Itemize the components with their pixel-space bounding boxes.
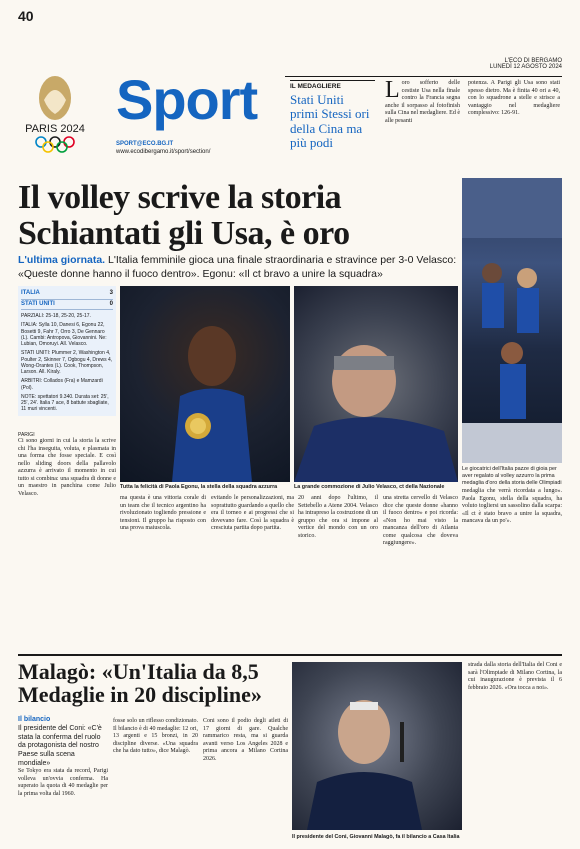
malago-col2: fosse solo un riflesso condizionato. Il bilancio è di 40 medaglie: 12 ori, 13 argenti e 15 bronzi, in 20 discipline diverse. «Una squadra che ha dato tutto», dice Malagò. xyxy=(113,718,198,754)
team1-name: ITALIA xyxy=(21,290,40,296)
team1-score: 3 xyxy=(109,290,113,296)
main-article-col5: una stretta cervello di Velasco dice che queste donne «hanno il fuoco dentro» e poi ricorda: «Non ho mai visto la mancanza dell'oro di Atlanta come qualcosa che doveva raggiungere». xyxy=(383,495,458,546)
egonu-caption: Tutta la felicità di Paola Egonu, la stella della squadra azzurra xyxy=(120,484,278,490)
sub-headline xyxy=(18,254,458,281)
team2-name: STATI UNITI xyxy=(21,300,55,307)
sub-kicker: L'ultima giornata. xyxy=(18,254,106,266)
headline-line1: Il volley scrive la storia xyxy=(18,179,342,216)
malago-kicker xyxy=(18,716,108,769)
score-row-italia xyxy=(21,289,113,300)
main-article-col2: ma questa è una vittoria corale di un team che il tecnico argentino ha rivoluzionato togliendo pressione e tensioni. Il gruppo ha risposto con una prova maiuscola. xyxy=(120,495,206,531)
medals-article-col2: potenza. A Parigi gli Usa sono stati spesso dietro. Ma è finita 40 ori a 40, con lo squadrone a stelle e strisce a vantaggio nel medagliere complessivo: 126-91. xyxy=(468,80,560,116)
section-title: Sport xyxy=(116,68,258,131)
contact-url[interactable]: www.ecodibergamo.it/sport/section/ xyxy=(116,149,211,156)
games-label-text: PARIS 2024 xyxy=(25,123,85,135)
malago-col3: Coni sono il podio degli atleti di 17 giorni di gare. Qualche rammarico resta, ma si guarda avanti verso Los Angeles 2028 e prima ancora a Milano Cortina 2026. xyxy=(203,718,288,762)
match-notes: NOTE: spettatori 9.340. Durata set: 25', 25', 24'. Italia 7 ace, 8 battute sbagliate, 11 muri vincenti. xyxy=(21,393,109,413)
egonu-photo xyxy=(120,286,290,482)
medals-article-col1 xyxy=(385,77,460,125)
malago-kicker-label: Il bilancio xyxy=(18,716,51,723)
medals-box xyxy=(290,80,375,150)
malago-col4: strada dalla storia dell'Italia del Coni e sarà l'Olimpiade di Milano Cortina, la cui inaugurazione è prevista il 6 febbraio 2026. «Ora tocca a noi». xyxy=(468,662,562,691)
referees: ARBITRI: Collados (Fra) e Mamzardi (Pol). xyxy=(21,378,103,391)
main-article-col1 xyxy=(18,432,116,498)
section-divider xyxy=(18,654,562,656)
malago-col1: Se Tokyo era stata da record, Parigi volleva un'ovvia conferma. Ha superato la quota di 40 medaglie per la prima volta dal 1960. xyxy=(18,768,108,797)
team2-score: 0 xyxy=(109,300,113,307)
medals-headline: Stati Uniti primi Stessi ori della Cina ma più podi xyxy=(290,92,370,150)
velasco-photo xyxy=(294,286,458,482)
team-photo-caption: Le giocatrici dell'Italia pazze di gioia per aver regalato al volley azzurro la prima medaglia d'oro della storia delle Olimpiadi xyxy=(462,466,562,486)
headline-line2: Schiantati gli Usa, è oro xyxy=(18,214,350,252)
contact-info xyxy=(116,140,210,157)
main-col1-text: Ci sono giorni in cui la storia la scrive chi l'ha inseguita, voluta, e plasmata in una forma che fosse speciale. E così nello sliding doors della pallavolo azzurra è arrivato il momento in cui tutto si combina: una squadra di donne e un maestro in panchina come Julio Velasco. xyxy=(18,438,116,497)
usa-lineup: STATI UNITI: Plummer 2, Washington 4, Poulter 2, Skinner 7, Ogbogu 4, Drews 4, Wong-Orantes (L). Cook, Thompson, Larson. All. Kiraly. xyxy=(21,350,113,375)
main-article-col4: 20 anni dopo l'ultimo, il Settebello a Atene 2004. Velasco ha intrapreso la costruzione di un gruppo che ora si impone al vertice del mondo con un oro storico. xyxy=(298,495,378,539)
issue-date: LUNEDÌ 12 AGOSTO 2024 xyxy=(489,64,562,70)
score-row-usa xyxy=(21,300,113,311)
header-rule xyxy=(285,76,562,77)
sub-text: L'Italia femminile gioca una finale straordinaria e stravince per 3-0 Velasco: «Queste donne hanno il fuoco dentro». Egonu: «Il ct bravo a unire la squadra» xyxy=(18,254,457,280)
main-headline xyxy=(18,180,458,251)
contact-email[interactable]: SPORT@ECO.BG.IT xyxy=(116,141,174,147)
partials: PARZIALI: 25-18, 25-20, 25-17. xyxy=(21,313,91,319)
page-number: 40 xyxy=(18,8,34,24)
byline: PARIGI xyxy=(18,432,35,438)
medals-kicker: IL MEDAGLIERE xyxy=(290,80,375,90)
malago-caption: Il presidente del Coni, Giovanni Malagò, fa il bilancio a Casa Italia xyxy=(292,834,460,840)
malago-kicker-text: Il presidente del Coni: «C'è stata la conferma del ruolo da protagonista del nostro Paese sulla scena mondiale» xyxy=(18,724,102,767)
team-celebration-photo xyxy=(462,178,562,463)
main-article-col3: evitando le personalizzazioni, ma soprattutto guardando a quello che era il torneo e ai progressi che si dovevano fare. Così la squadra è cresciuta partita dopo partita. xyxy=(211,495,294,531)
italia-lineup: ITALIA: Sylla 10, Danesi 6, Egonu 22, Bosetti 9, Fahr 7, Orro 3, De Gennaro (L). Cambi: Antropova, Giovannini. Ne: Lubian, Omoruyi. All. Velasco. xyxy=(21,322,107,347)
match-scorebox xyxy=(18,286,116,416)
malago-headline: Malagò: «Un'Italia da 8,5 Medaglie in 20 discipline» xyxy=(18,659,262,708)
malago-photo xyxy=(292,662,462,830)
velasco-caption: La grande commozione di Julio Velasco, ct della Nazionale xyxy=(294,484,445,490)
medals-col1-text: oro sofferto delle cestiste Usa nella finale contro la Francia segna anche il sorpasso al fotofinish sulla Cina nel medagliere. Ed è alle pesanti xyxy=(385,80,460,124)
masthead-date xyxy=(490,58,562,70)
main-article-col6: medaglia che verrà ricordata a lungo». Paola Egonu, stella della squadra, ha voluto togliersi un sassolino dalla scarpa: «Il ct è stato bravo a unire la squadra, mancava da un po'». xyxy=(462,488,562,524)
paris-2024-logo xyxy=(18,70,93,158)
drop-cap: L xyxy=(385,77,400,103)
paper-name: L'ECO DI BERGAMO xyxy=(504,58,562,64)
